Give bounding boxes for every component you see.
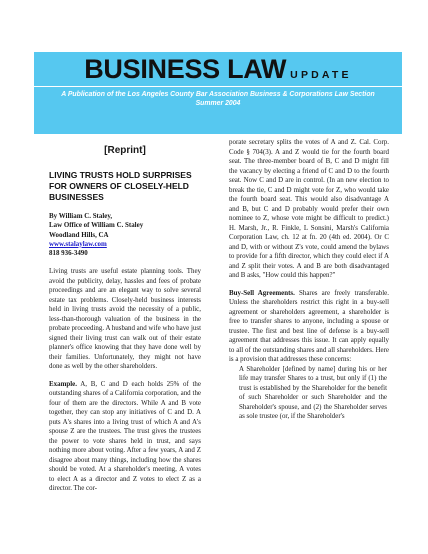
- author-name: By William C. Staley,: [49, 212, 113, 220]
- example-text: A, B, C and D each holds 25% of the outstanding shares of a California corporation, and the four of them are the directors. While A and B vote together, they can stop any initiatives of C and D. A puts A's shares into a living trust of which A and A's spouse Z are the trustees. The trust gives the trustees the power to vote shares held in trust, and says nothing more about voting. After a few years, A and Z disagree about many things, including how the shares should be voted. At a shareholder's meeting, A votes to elect A as a director and Z votes to elect Z as a director. The cor-: [49, 379, 201, 493]
- author-phone: 818 936-3490: [49, 249, 88, 258]
- example-paragraph: [49, 380, 201, 494]
- body-paragraph: porate secretary splits the votes of A and Z. Cal. Corp. Code § 704(3). A and Z would tie for the fourth board seat. The three-member board of B, C and D might fill the vacancy by electing a friend of C and D to the fourth seat. Now C and D are in control. (In an new election to break the tie, C and D might vote for Z, who would take the fourth board seat. This would also disadvantage A and B, but C and D probably would prefer their own nominee to Z, whose vote might be difficult to predict.) H. Marsh, Jr., R. Finkle, L Sonsini, Marsh's California Corporation Law, ch. 12 at fn. 20 (4th ed. 2004). Or C and D, with or without Z's vote, could amend the bylaws to provide for a fifth director, which they could elect if A and Z split their votes. A and B are both disadvantaged and B asks, "How could this happen?": [229, 138, 389, 279]
- masthead-title-main: BUSINESS LAW: [84, 54, 287, 84]
- masthead-title: [34, 54, 402, 90]
- reprint-label: [Reprint]: [104, 145, 146, 156]
- publication-description: A Publication of the Los Angeles County Bar Association Business & Corporations Law Section: [61, 91, 375, 98]
- article-right-column: [229, 138, 389, 422]
- headline-line: BUSINESSES: [49, 192, 104, 202]
- masthead-banner: [34, 52, 402, 134]
- buy-sell-paragraph: [229, 289, 389, 365]
- author-firm: Law Office of William C. Staley: [49, 221, 144, 230]
- quoted-provision: A Shareholder [defined by name] during his or her life may transfer Shares to a trust, but only if (1) the trust is established by the Shareholder for the benefit of such Shareholder or such Shareholder and the Shareholder's spouse, and (2) the Shareholder serves as sole trustee (or, if the Shareholder's: [239, 364, 387, 420]
- masthead-title-update: UPDATE: [290, 69, 352, 81]
- publication-issue-date: Summer 2004: [195, 100, 241, 107]
- example-label: Example.: [49, 379, 77, 388]
- masthead-publication-line: [40, 90, 396, 108]
- masthead-divider: [34, 86, 402, 87]
- headline-line: LIVING TRUSTS HOLD SURPRISES: [49, 170, 192, 180]
- author-byline: [49, 212, 201, 258]
- buy-sell-label: Buy-Sell Agreements.: [229, 288, 295, 297]
- headline-line: FOR OWNERS OF CLOSELY-HELD: [49, 181, 189, 191]
- body-paragraph: Living trusts are useful estate planning tools. They avoid the publicity, delay, hassles and fees of probate proceedings and are an elegant way to solve several estate tax problems. Closely-held business interests held in living trusts avoid the necessity of a public, less-than-thorough valuation of the business in the probate proceeding. A husband and wife who have just signed their living trust can walk out of their estate planner's office knowing that they have done well by their families. Unfortunately, they might not have done as well by the other shareholders.: [49, 267, 202, 371]
- author-location: Woodland Hills, CA: [49, 230, 109, 239]
- article-left-column: [49, 138, 201, 494]
- author-website-link[interactable]: www.stalaylaw.com: [49, 239, 107, 248]
- buy-sell-text: Shares are freely transferable. Unless the shareholders restrict this right in a buy-sell agreement or shareholders agreement, a shareholder is free to transfer shares to anyone, including a spouse or trustee. The first and best line of defense is a buy-sell agreement that addresses this issue. It can apply equally to all of the outstanding shares and all shareholders. Here is a provision that addresses these concerns:: [229, 288, 389, 363]
- article-headline: [49, 170, 201, 203]
